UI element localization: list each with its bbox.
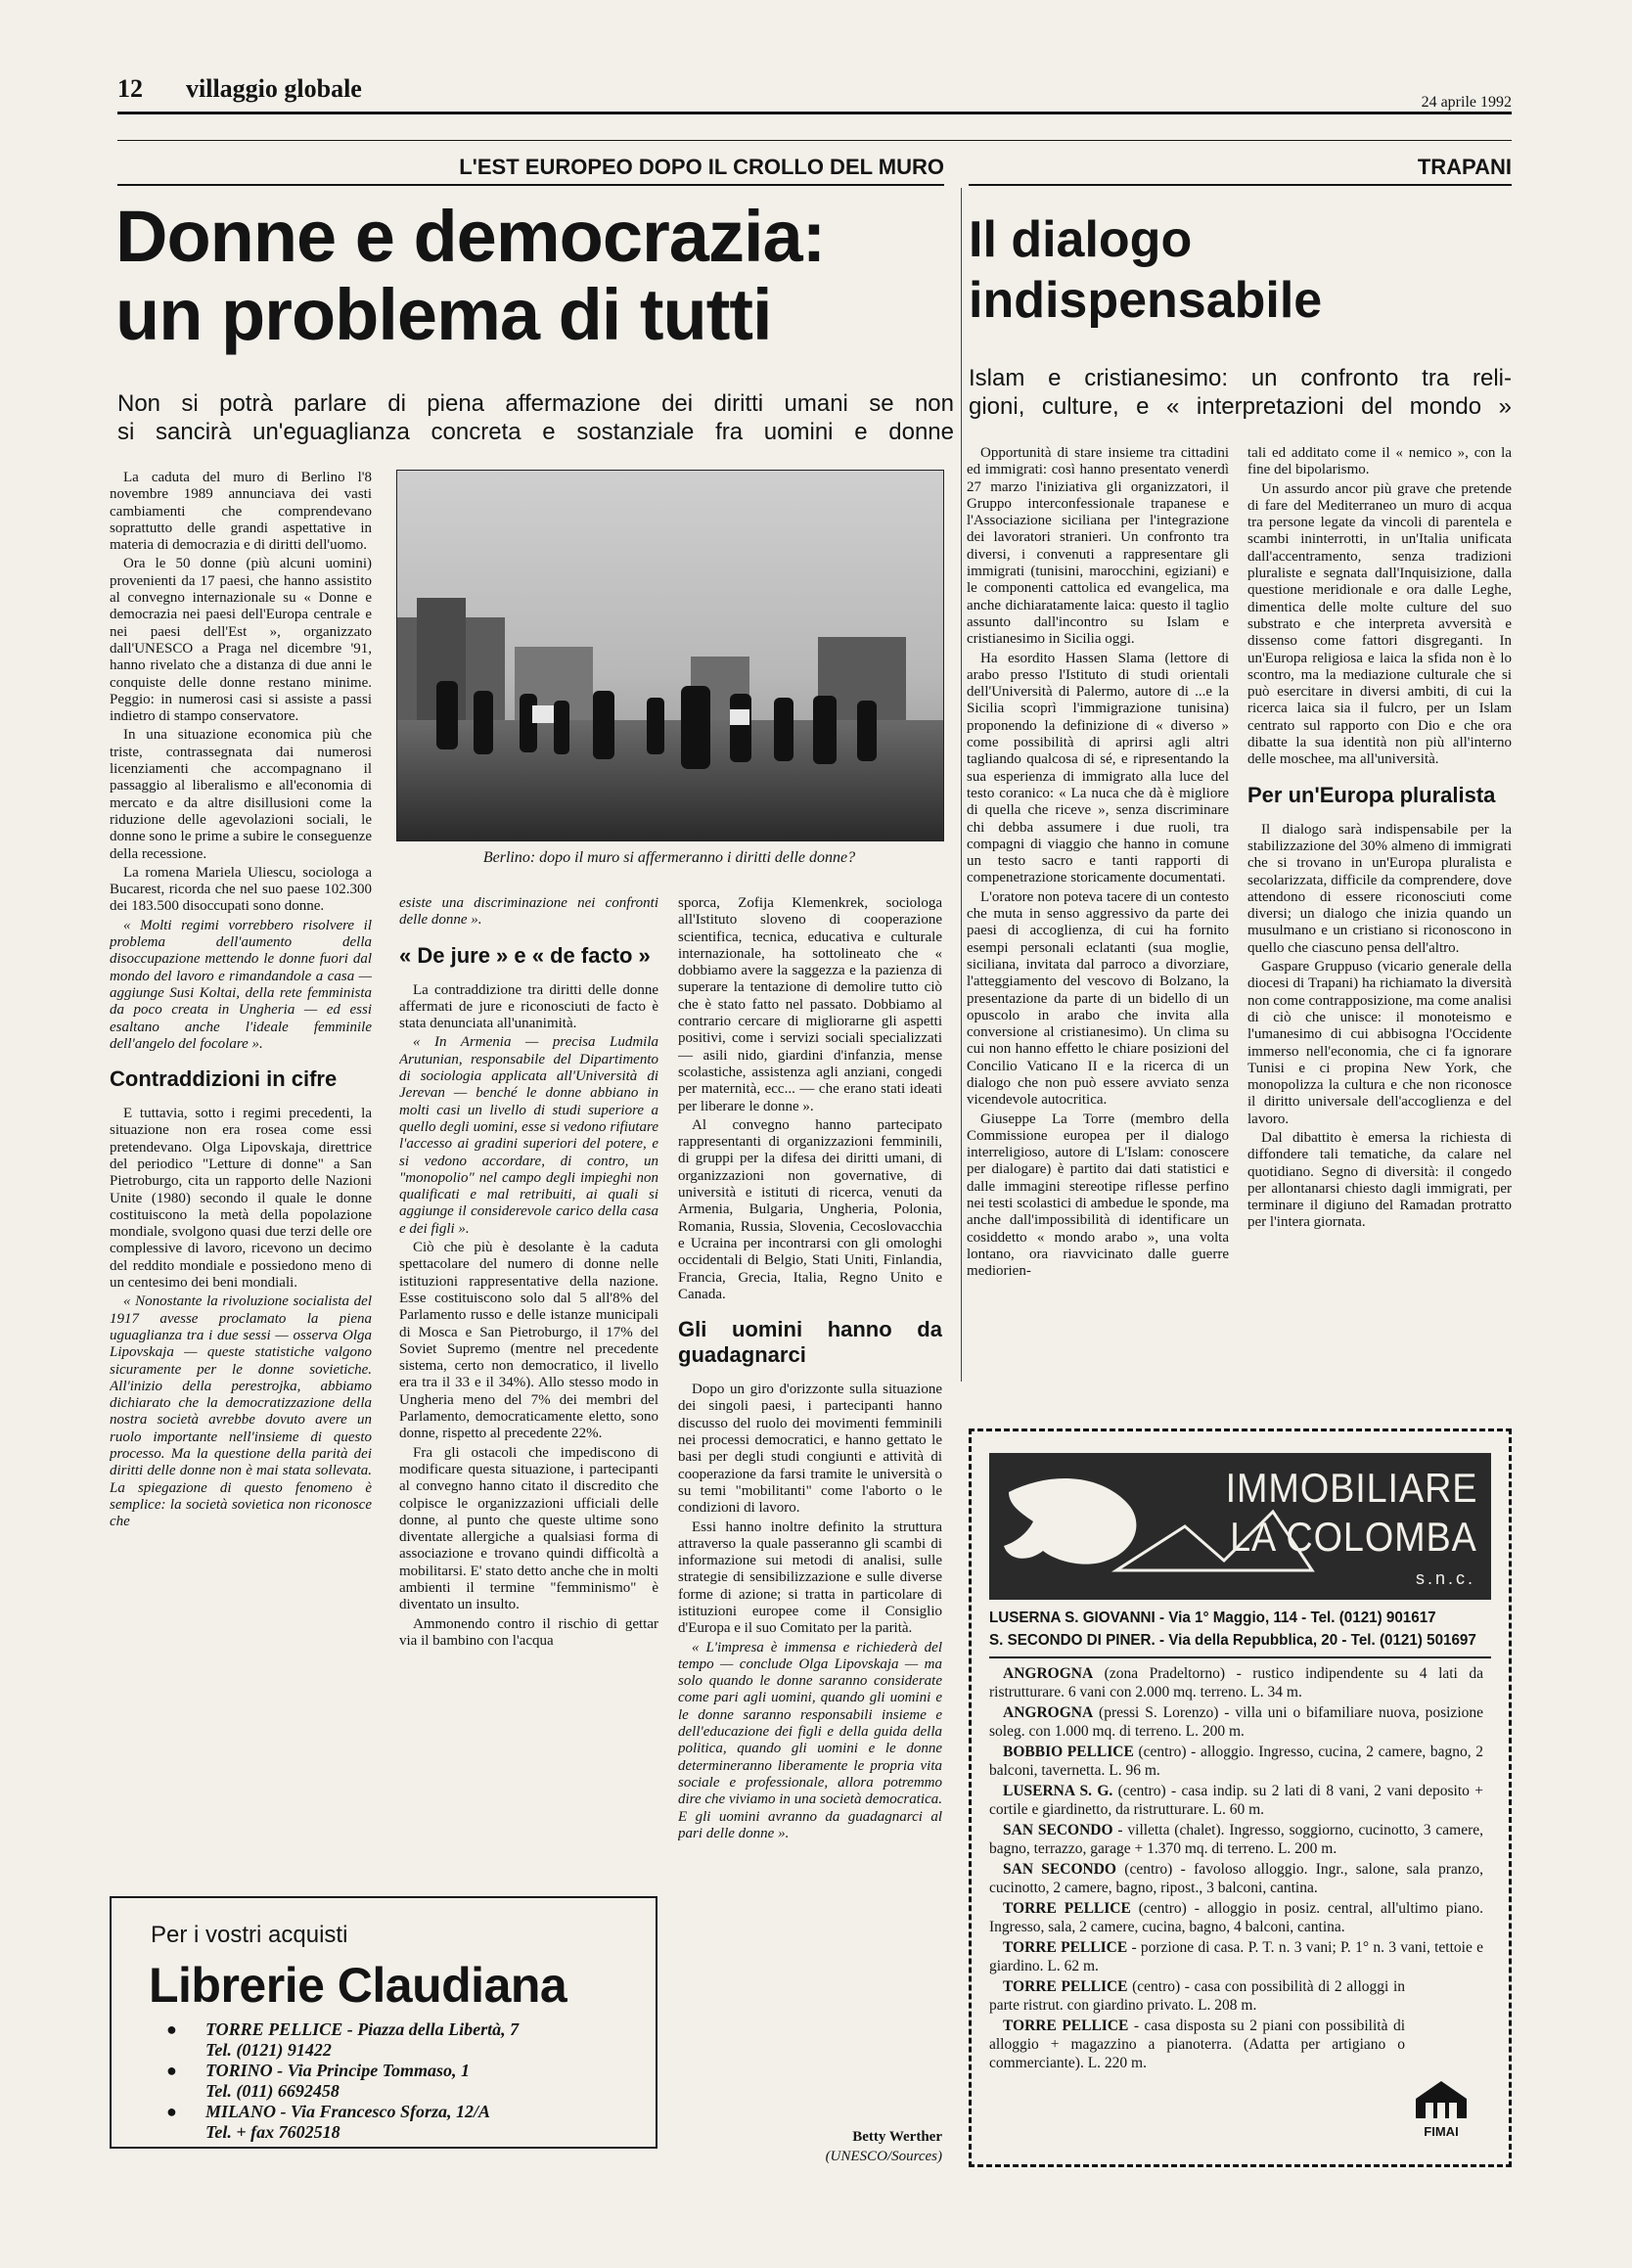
paragraph: Un assurdo ancor più grave che pretende di fare del Mediterraneo un muro di acqua tra persone legate da vincoli di parentela e scambi ininterrotti, in un'Italia unificata dall'accentramento, senza tradizioni pluraliste e segnata dall'Inquisizione, dalla questione meridionale e ora dalle Leghe, dimentica delle molte culture del suo substrato e che interpreta avversità e dissenso come fattori disgreganti. In un'Europa religiosa e laica la sfida non è lo scontro, ma la mediazione culturale che si può esercitare in diversi ambiti, di cui la ricerca laica sia il fulcro, per un Islam centrato sul rapporto con Dio e che ora dibatte la sua identità non più all'interno delle moschee, ma all'università. [1247, 480, 1512, 768]
immobiliare-address-1: LUSERNA S. GIOVANNI - Via 1° Maggio, 114 - Tel. (0121) 901617 [989, 1610, 1436, 1626]
paragraph: La caduta del muro di Berlino l'8 novembre 1989 annunciava dei vasti cambiamenti che comprendevano soprattutto delle grandi aspettative in materia di democrazia e di diritti dell'uomo. [110, 470, 372, 554]
listing: TORRE PELLICE - porzione di casa. P. T. n. 3 vani; P. 1° n. 3 vani, tettoie e giardino. L. 62 m. [989, 1939, 1483, 1974]
immobiliare-suffix: s.n.c. [1415, 1568, 1475, 1588]
listing: SAN SECONDO - villetta (chalet). Ingresso, soggiorno, cucinotto, 3 camere, bagno, terrazzo, garage + 1.370 mq. di terreno. L. 200 m. [989, 1822, 1483, 1857]
claudiana-intro: Per i vostri acquisti [151, 1922, 348, 1948]
paragraph: Il dialogo sarà indispensabile per la stabilizzazione del 30% almeno di immigrati che si trovano in un'Europa pluralista e secolarizzata, difficile da comprendere, dove attendono di essere riconosciuti come diversi; un dialogo che inizia quando un musulmano e un cristiano si riconoscono in quello che ciascuno pensa dell'altro. [1247, 821, 1512, 956]
issue-date: 24 aprile 1992 [1421, 94, 1512, 111]
right-column-1 [967, 445, 1229, 1414]
claudiana-stores [166, 2019, 636, 2143]
paragraph: Al convegno hanno partecipato rappresentanti di organizzazioni femminili, di gruppi per la difesa dei diritti umani, di organizzazioni non governative, di università e istituti di ricerca, venuti da Armenia, Bulgaria, Ungheria, Polonia, Romania, Russia, Slovenia, Cecoslovacchia e Ucraina per incontrarsi con gli omologhi occidentali di Belgio, Stati Uniti, Finlandia, Francia, Grecia, Italia, Regno Unito e Canada. [678, 1116, 942, 1302]
page-number: 12 [117, 74, 143, 103]
listing: BOBBIO PELLICE (centro) - alloggio. Ingresso, cucina, 2 camere, bagno, 2 balconi, tavernetta. L. 96 m. [989, 1744, 1483, 1779]
listing: LUSERNA S. G. (centro) - casa indip. su 2 lati di 8 vani, 2 vani deposito + cortile e giardinetto, da ristrutturare. L. 60 m. [989, 1783, 1483, 1818]
claudiana-ad [110, 1896, 657, 2149]
paragraph: sporca, Zofija Klemenkrek, sociologa all'Istituto sloveno di cooperazione scientifica, tecnica, educativa e culturale internazionale, ha sottolineato che « dobbiamo avere la saggezza e la pazienza di superare la tentazione di demolire tutto ciò che è stato fatto nel passato. Dobbiamo al contrario cercare di migliorarne gli aspetti positivi, come i servizi sociali specializzati — asili nido, giardini d'infanzia, mense scolastiche, assistenza agli anziani, congedi per maternità, ecc... — che erano stati ideati per liberare le donne ». [678, 895, 942, 1114]
store-entry: ● TORRE PELLICE - Piazza della Libertà, 7 Tel. (0121) 91422 [166, 2019, 520, 2060]
right-kicker-rule [969, 184, 1512, 186]
immobiliare-name-line2: LA COLOMBA [1230, 1514, 1477, 1560]
claudiana-name: Librerie Claudiana [149, 1958, 567, 2013]
publication-name: villaggio globale [186, 74, 362, 103]
right-headline [969, 209, 1512, 331]
masthead-rule-thin [117, 140, 1512, 141]
listing: ANGROGNA (pressi S. Lorenzo) - villa uni o bifamiliare nuova, posizione soleg. con 1.000 mq. di terreno. L. 200 m. [989, 1704, 1483, 1740]
listing: ANGROGNA (zona Pradeltorno) - rustico indipendente su 4 lati da ristrutturare. 6 vani con 2.000 mq. terreno. L. 34 m. [989, 1665, 1483, 1701]
immobiliare-ad [969, 1429, 1512, 2167]
store-entry: ● MILANO - Via Francesco Sforza, 12/A Tel. + fax 7602518 [166, 2102, 491, 2142]
paragraph: Giuseppe La Torre (membro della Commissione europea per il dialogo interreligioso, autore di L'Islam: conoscere per dialogare) è partito dai dati statistici e dalle immagini stereotipe riflesse perfino nei testi scolastici di ambedue le sponde, ma anche dall'impossibilità di identificare un cosiddetto « mondo arabo », una volta lontano, ora riavvicinato dalle guerre mediorien- [967, 1111, 1229, 1280]
paragraph: Dopo un giro d'orizzonte sulla situazione dei singoli paesi, i partecipanti hanno discusso del ruolo dei movimenti femminili nei processi democratici, e hanno gettato le basi per degli studi congiunti e attività di cooperazione da farsi tramite le università o su temi "mobilitanti" come l'aborto o le condizioni di lavoro. [678, 1382, 942, 1517]
paragraph: « Molti regimi vorrebbero risolvere il problema dell'aumento della disoccupazione mettendo le donne fuori dal mondo del lavoro e rimandandole a casa — aggiunge Susi Koltai, della rete femminista da poco creata in Ungheria — ed essi esaltano anche l'ideale femminile dell'angelo del focolare ». [110, 917, 372, 1052]
left-deck [117, 389, 954, 446]
left-deck-line1: Non si potrà parlare di piena affermazione dei diritti umani se non [117, 390, 954, 417]
left-column-1 [110, 470, 372, 1879]
bullet-icon: ● [166, 2102, 177, 2121]
right-deck-line2: gioni, culture, e « interpretazioni del mondo » [969, 393, 1512, 420]
fimai-label: FIMAI [1424, 2124, 1459, 2139]
left-headline-line2: un problema di tutti [115, 274, 772, 355]
house-icon [1412, 2077, 1471, 2120]
listing: TORRE PELLICE - casa disposta su 2 piani con possibilità di alloggio + magazzino a pianoterra. (Adatta per artigiano o commerciante). L. 220 m. [989, 2018, 1406, 2071]
berlin-photo [396, 470, 944, 841]
left-deck-line2: si sancirà un'eguaglianza concreta e sostanziale fra uomini e donne [117, 419, 954, 445]
column-divider [961, 188, 962, 1382]
left-kicker-rule [117, 184, 944, 186]
listing: TORRE PELLICE (centro) - casa con possibilità di 2 alloggi in parte ristrut. con giardino privato. L. 208 m. [989, 1978, 1406, 2014]
paragraph: L'oratore non poteva tacere di un contesto che muta in senso aggressivo da parte dei paesi di accoglienza, di cui ha fornito esempi personali eclatanti (sua moglie, siciliana, invitata dal parroco a divorziare, l'atteggiamento del vescovo di Bolzano, la presentazione da parte di un bidello di un opuscolo in arabo che invita alla conversione al cristianesimo). Un clima su cui non hanno effetto le chiare posizioni del Concilio Vaticano II e la ricerca di un dialogo che non può essere avviato senza vicendevole autocritica. [967, 888, 1229, 1109]
masthead-rule [117, 112, 1512, 114]
paragraph: In una situazione economica più che triste, contrassegnata dai numerosi licenziamenti che accompagnano il passaggio al liberalismo e all'economia di mercato e da altre disillusioni come la riduzione delle agevolazioni sociali, le donne sono le prime a subire le conseguenze della recessione. [110, 727, 372, 862]
left-headline [115, 198, 967, 354]
byline-source: (UNESCO/Sources) [825, 2149, 942, 2164]
paragraph: E tuttavia, sotto i regimi precedenti, la situazione non era rosea come essi pretendevano. Olga Lipovskaja, direttrice del periodico "Letture di donne" a San Pietroburgo, cita un rapporto delle Nazioni Unite (1980) secondo il quale le donne costituiscono la metà della popolazione mondiale, svolgono quasi due terzi delle ore complessive di lavoro, ricevono un decimo del reddito mondiale e possiedono meno di un centesimo dei beni mondiali. [110, 1106, 372, 1292]
store-entry: ● TORINO - Via Principe Tommaso, 1 Tel. (011) 6692458 [166, 2061, 471, 2101]
subhead-contraddizioni: Contraddizioni in cifre [110, 1066, 338, 1092]
immobiliare-banner [989, 1453, 1491, 1600]
paragraph: « L'impresa è immensa e richiederà del tempo — conclude Olga Lipovskaja — ma solo quando le donne saranno considerate come pari agli uomini, quando gli uomini e le donne saranno responsabili insieme e dell'educazione dei figli e della guida della politica, quando gli uomini e le donne determineranno liberamente le propria vita sociale e professionale, allora potremmo dire che viviamo in una società democratica. E gli uomini avranno da guadagnarci al pari delle donne ». [678, 1639, 942, 1841]
right-deck [969, 364, 1512, 421]
left-kicker: L'EST EUROPEO DOPO IL CROLLO DEL MURO [459, 155, 944, 179]
berlin-photo-image [397, 471, 943, 840]
paragraph: Essi hanno inoltre definito la struttura attraverso la quale passeranno gli scambi di informazione sui metodi di analisi, sulle strategie di sensibilizzazione e sulle diverse forme di azione; si tratta in particolare di istituzioni europee come il Consiglio d'Europa e il suo Comitato per la parità. [678, 1519, 942, 1637]
right-headline-line1: Il dialogo [969, 211, 1193, 268]
photo-caption: Berlino: dopo il muro si affermeranno i diritti delle donne? [482, 849, 856, 866]
paragraph: Gaspare Gruppuso (vicario generale della diocesi di Trapani) ha richiamato la diversità non come contrapposizione, ma come analisi di ciò che unisce: il monoteismo e l'umanesimo di cui abbisogna l'Occidente immerso nell'economia, che ci fa ignorare Tunisi e ci propina New York, che monopolizza la cultura e che non riconosce il diritto universale dell'accoglienza e del lavoro. [1247, 959, 1512, 1127]
paragraph: Ha esordito Hassen Slama (lettore di arabo presso l'Istituto di studi orientali dell'Università di Palermo, autore di ...e la Sicilia scoprì l'immigrazione tunisina) proponendo la definizione di « diverso » come possibilità di aprirsi agli altri tagliando qualcosa di sé, e ripresentando la sua esperienza di immigrato alla luce del testo coranico: « La nuca che dà è migliore di quella che riceve », senza discriminare chi debba assumere i due ruoli, tra compagni di viaggio che hanno in comune un testo sacro e tanti rapporti di compenetrazione storicamente documentati. [967, 650, 1229, 886]
right-headline-line2: indispensabile [969, 272, 1323, 329]
bullet-icon: ● [166, 2019, 177, 2039]
left-column-3 [678, 895, 942, 2118]
right-deck-line1: Islam e cristianesimo: un confronto tra reli- [969, 365, 1512, 391]
listing: SAN SECONDO (centro) - favoloso alloggio. Ingr., salone, sala pranzo, cucinotto, 2 camere, bagno, ripost., 3 balconi, cantina. [989, 1861, 1483, 1896]
paragraph: Ammonendo contro il rischio di gettar via il bambino con l'acqua [399, 1615, 658, 1649]
immobiliare-name-line1: IMMOBILIARE [1225, 1465, 1477, 1511]
subhead-uomini: Gli uomini hanno da guadagnarci [678, 1317, 942, 1368]
immobiliare-address-2: S. SECONDO DI PINER. - Via della Repubblica, 20 - Tel. (0121) 501697 [989, 1632, 1476, 1649]
subhead-europa-pluralista: Per un'Europa pluralista [1247, 782, 1496, 807]
byline: Betty Werther [852, 2129, 942, 2145]
paragraph: Ora le 50 donne (più alcuni uomini) provenienti da 17 paesi, che hanno assistito al convegno internazionale su « Donne e democrazia nei paesi dell'Europa centrale e nei paesi dell'Est », organizzato dall'UNESCO a Praga nel dicembre '91, hanno rivelato che a distanza di due anni le conquiste delle donne restano minime. Peggio: in numerosi casi si assiste a passi indietro di stampo conservatore. [110, 556, 372, 725]
paragraph: Dal dibattito è emersa la richiesta di diffondere tali tematiche, da calare nel quotidiano. Segno di diversità: il congedo per allontanarsi chiesto dagli immigrati, per terminare il digiuno del Ramadan protratto per l'intera giornata. [1247, 1129, 1512, 1231]
right-column-2 [1247, 445, 1512, 1414]
paragraph: Opportunità di stare insieme tra cittadini ed immigrati: così hanno presentato venerdì 27 marzo l'iniziativa gli organizzatori, il Gruppo interconfessionale trapanese e l'Associazione siciliana per l'integrazione dei lavoratori stranieri. Un confronto tra diversi, i convenuti a rappresentare gli immigrati (tunisini, marocchini, egiziani) e le componenti cattolica ed evangelica, ma anche dichiaratamente laica: questo il taglio assunto dall'incontro su Islam e cristianesimo in Sicilia oggi. [967, 445, 1229, 648]
subhead-de-jure: « De jure » e « de facto » [399, 942, 651, 968]
paragraph: tali ed additato come il « nemico », con la fine del bipolarismo. [1247, 445, 1512, 478]
paragraph: La contraddizione tra diritti delle donne affermati de jure e riconosciuti de facto è stata denunciata all'unanimità. [399, 981, 658, 1032]
paragraph: Fra gli ostacoli che impediscono di modificare questa situazione, i partecipanti al convegno hanno citato il discredito che colpisce le organizzazioni ufficiali delle donne, al punto che queste ultime sono diventate allergiche a qualsiasi forma di associazione e trovano quindi difficoltà a mobilitarsi. E' stato detto anche che in molti ambienti il termine "femminismo" è diventato un insulto. [399, 1444, 658, 1613]
left-headline-line1: Donne e democrazia: [115, 196, 826, 277]
immobiliare-rule [989, 1656, 1491, 1658]
fimai-badge [1407, 2077, 1475, 2146]
listing: TORRE PELLICE (centro) - alloggio in posiz. central, all'ultimo piano. Ingresso, sala, 2 camere, cucina, bagno, 4 balconi, cantina. [989, 1900, 1483, 1935]
right-kicker: TRAPANI [1417, 155, 1512, 179]
paragraph: « In Armenia — precisa Ludmila Arutunian, responsabile del Dipartimento di sociologia applicata all'Università di Jerevan — benché le donne abbiano in molti casi un livello di studi superiore a quello degli uomini, esse si vedono rifiutare l'accesso ai gradini superiori del potere, e si vedono accordare, di contro, un "monopolio" nel campo degli impieghi non qualificati e mal retribuiti, ai quali si aggiunge il considerevole carico della casa e dei figli ». [399, 1034, 658, 1237]
paragraph: esiste una discriminazione nei confronti delle donne ». [399, 895, 658, 929]
paragraph: « Nonostante la rivoluzione socialista del 1917 avesse proclamato la piena uguaglianza tra i due sessi — osserva Olga Lipovskaja — queste statistiche valgono sicuramente per le donne sovietiche. All'inizio della perestrojka, abbiamo dichiarato che la democratizzazione della nostra società avrebbe dovuto avere un ruolo importante nell'insieme di questo processo. Ma la questione della parità dei diritti delle donne non è mai stata sollevata. La spiegazione di questo fenomeno è semplice: la società sovietica non riconosce che [110, 1293, 372, 1530]
left-column-2 [399, 895, 658, 1879]
bullet-icon: ● [166, 2061, 177, 2080]
masthead [117, 72, 1512, 121]
paragraph: La romena Mariela Uliescu, sociologa a Bucarest, ricorda che nel suo paese 102.300 dei 183.500 disoccupati sono donne. [110, 864, 372, 915]
paragraph: Ciò che più è desolante è la caduta spettacolare del numero di donne nelle istituzioni rappresentative della nazione. Esse costituiscono solo dal 5 all'8% del Parlamento russo e delle istanze municipali di Mosca e San Pietroburgo, il 17% del Soviet Supremo (mentre nel precedente sistema, certo non democratico, il livello era tra il 33 e il 34%). Allo stesso modo in Ungheria meno del 7% dei membri del Parlamento, democraticamente eletto, sono donne, rispetto al precedente 22%. [399, 1240, 658, 1442]
